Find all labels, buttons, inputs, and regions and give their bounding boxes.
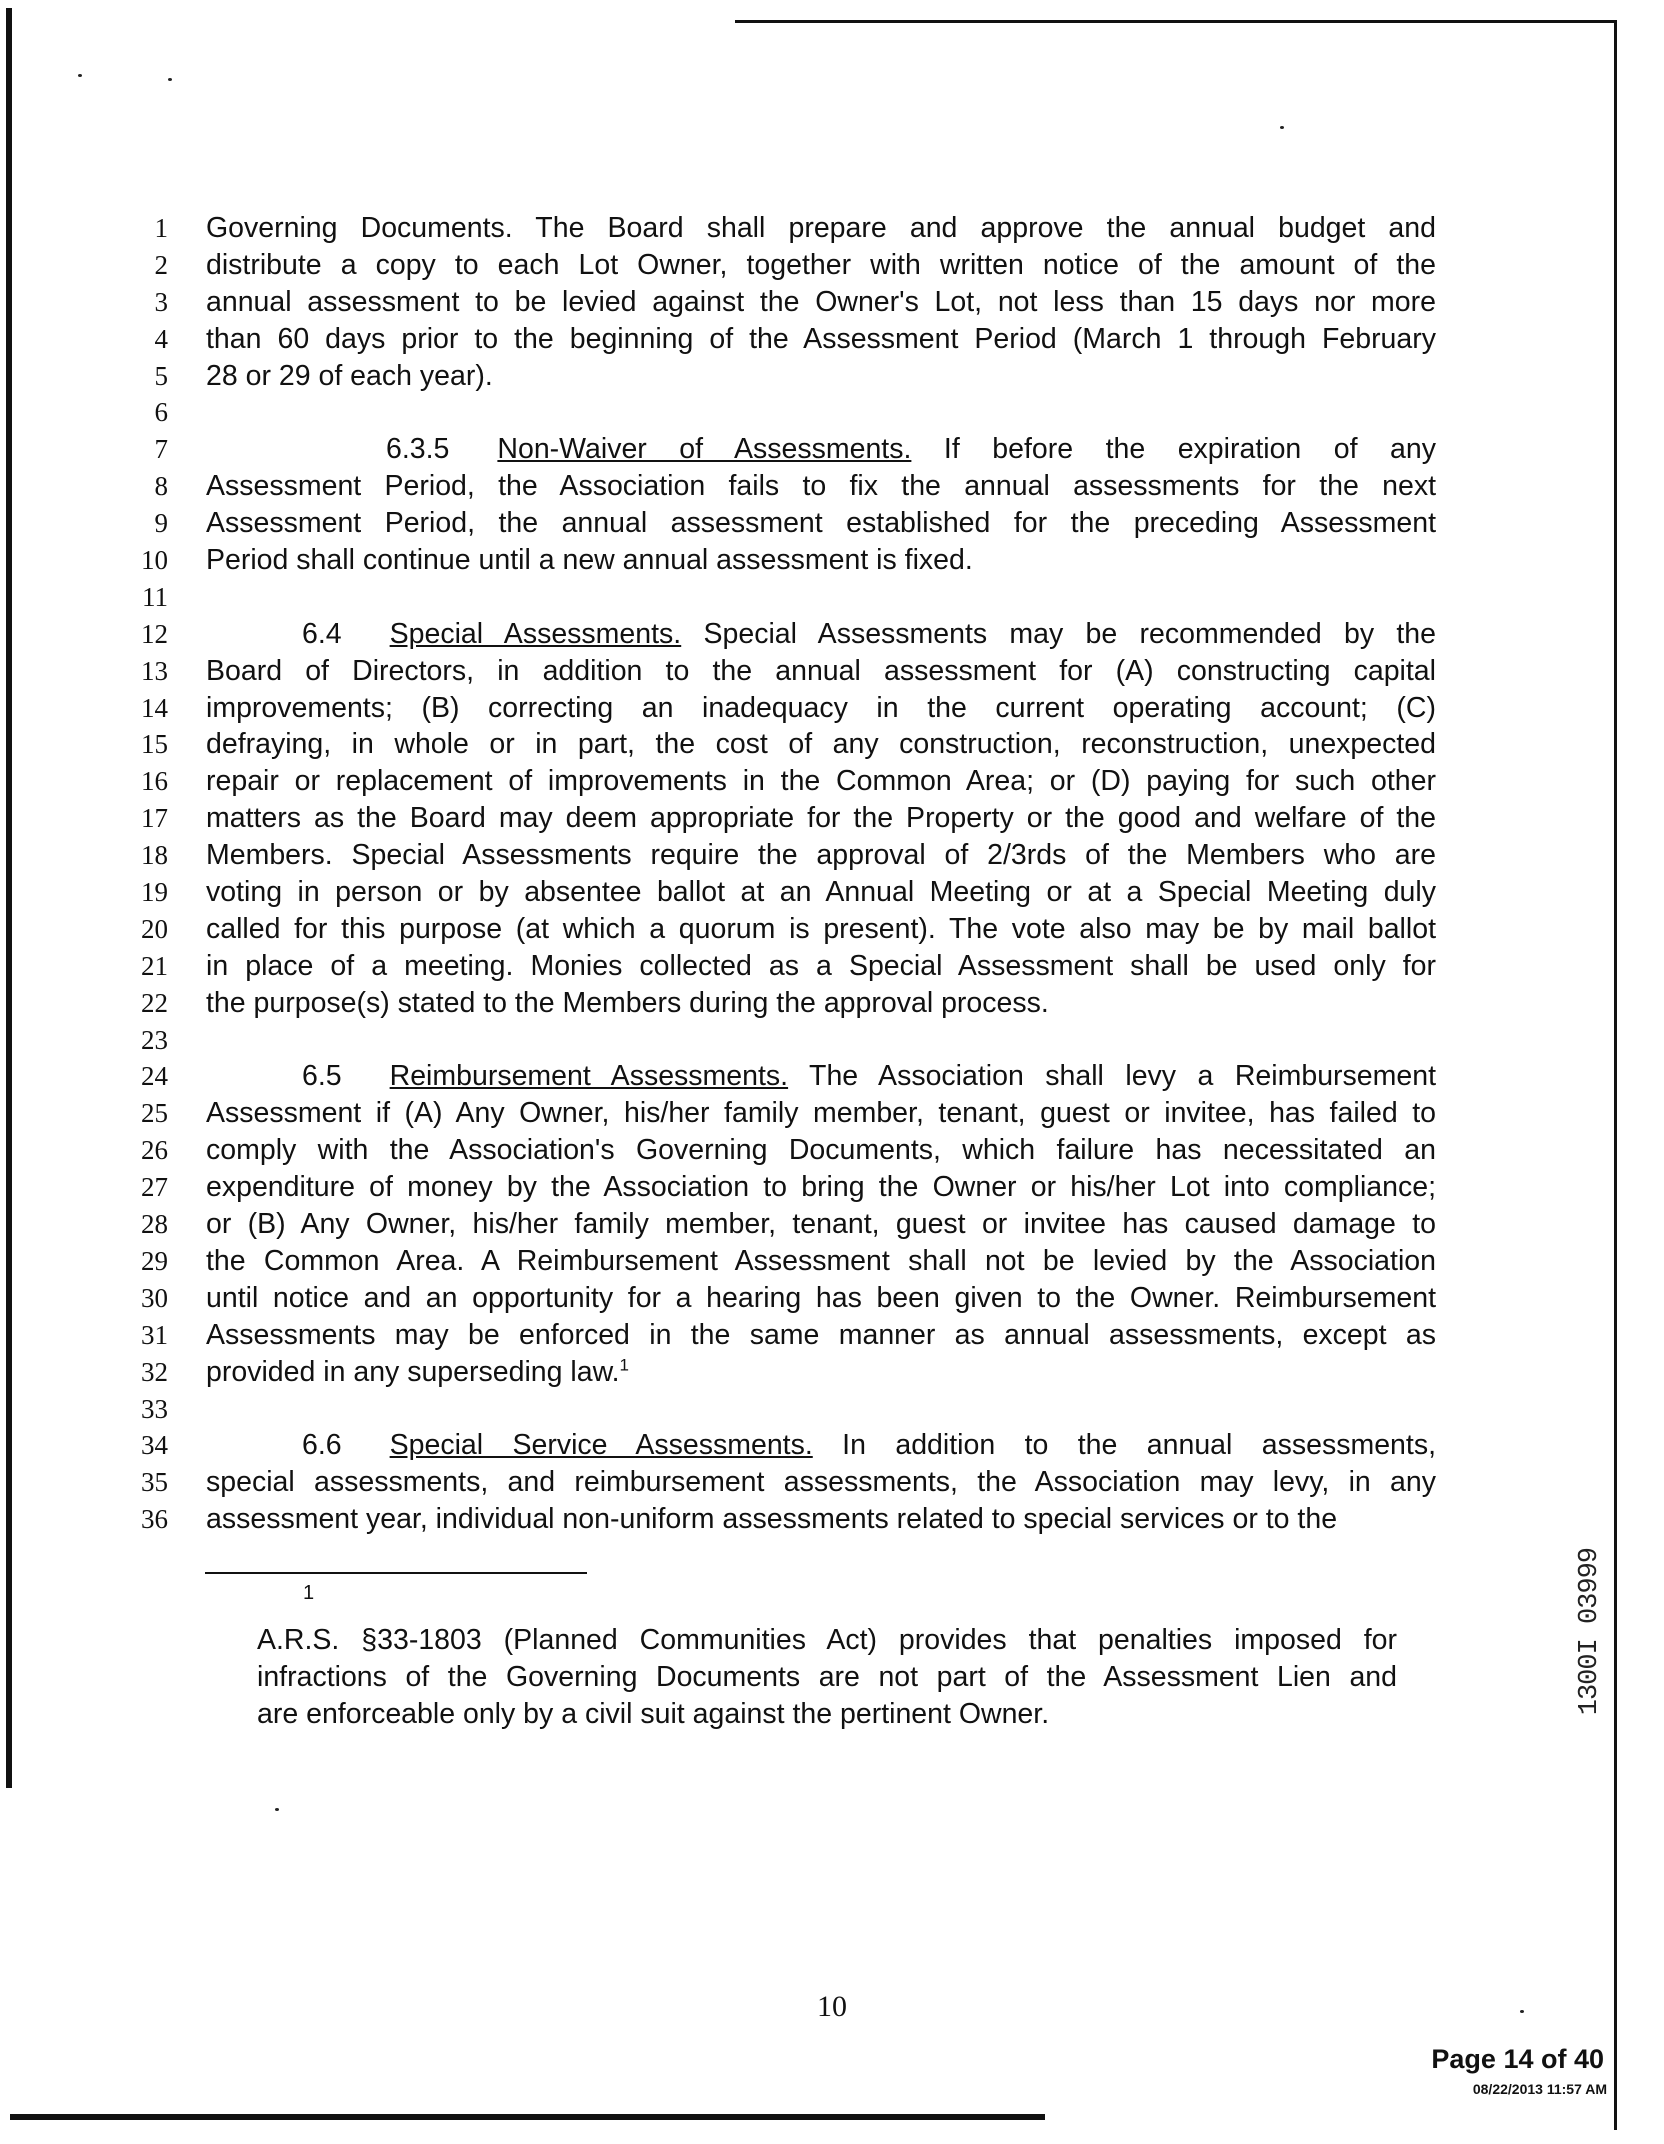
line-body: provided in any superseding law.: [206, 1355, 620, 1388]
document-line: [120, 985, 1440, 1022]
line-text: [206, 1206, 1436, 1243]
line-body: special assessments, and reimbursement assessments, the Association may levy, in any: [206, 1466, 1436, 1499]
line-number: 7: [154, 434, 168, 465]
document-line: [120, 1169, 1440, 1206]
line-text: [206, 321, 1436, 358]
document-line: [120, 1501, 1440, 1538]
line-text: [206, 1132, 1436, 1169]
line-number: 3: [154, 286, 168, 317]
line-text: [206, 1280, 1436, 1317]
document-line: [120, 210, 1440, 247]
line-text: [206, 1058, 1436, 1095]
line-body: than 60 days prior to the beginning of the Assessment Period (March 1 through February: [206, 322, 1436, 355]
line-text: [206, 1464, 1436, 1501]
page-number: 10: [817, 1990, 847, 2023]
line-body: Assessment if (A) Any Owner, his/her family member, tenant, guest or invitee, has failed to: [206, 1097, 1436, 1130]
line-number: 19: [141, 877, 168, 908]
line-body: expenditure of money by the Association to bring the Owner or his/her Lot into compliance;: [206, 1171, 1436, 1204]
line-text: [206, 468, 1436, 505]
line-number: 31: [141, 1319, 168, 1350]
document-line: [120, 911, 1440, 948]
line-number: 35: [141, 1467, 168, 1498]
line-body: or (B) Any Owner, his/her family member, tenant, guest or invitee has caused damage to: [206, 1208, 1436, 1241]
line-number: 24: [141, 1061, 168, 1092]
document-line: [120, 726, 1440, 763]
line-body: defraying, in whole or in part, the cost of any construction, reconstruction, unexpected: [206, 728, 1436, 761]
line-body: Assessment Period, the annual assessment established for the preceding Assessment: [206, 507, 1436, 540]
line-body: voting in person or by absentee ballot at an Annual Meeting or at a Special Meeting duly: [206, 876, 1436, 909]
line-body: The Association shall levy a Reimbursement: [809, 1060, 1436, 1093]
line-number: 32: [141, 1356, 168, 1387]
document-line: [120, 1391, 1440, 1428]
footnote-marker: 1: [303, 1582, 315, 1604]
section-number: 6.3.5: [386, 433, 450, 466]
line-number: 1: [154, 213, 168, 243]
line-text: [206, 247, 1436, 284]
numbered-body-text: [120, 210, 1440, 1538]
line-body: improvements; (B) correcting an inadequacy in the current operating account; (C): [206, 691, 1436, 724]
line-number: 34: [141, 1430, 168, 1461]
document-line: [120, 616, 1440, 653]
section-heading: Special Assessments.: [389, 617, 682, 650]
line-number: 12: [141, 618, 168, 649]
line-body: assessment year, individual non-uniform assessments related to special services or to the: [206, 1503, 1338, 1536]
document-line: [120, 1354, 1440, 1391]
footnote-rule: [205, 1572, 587, 1574]
line-body: distribute a copy to each Lot Owner, together with written notice of the amount of the: [206, 248, 1436, 281]
line-body: called for this purpose (at which a quorum is present). The vote also may be by mail ballot: [206, 912, 1436, 945]
recording-timestamp: 08/22/2013 11:57 AM: [1472, 2081, 1607, 2097]
line-number: 11: [142, 581, 168, 612]
document-line: [120, 358, 1440, 395]
footnote-line: A.R.S. §33-1803 (Planned Communities Act) provides that penalties imposed for: [257, 1624, 1397, 1656]
line-text: [206, 763, 1436, 800]
line-text: [206, 616, 1436, 653]
document-line: [120, 394, 1440, 431]
line-text: [206, 505, 1436, 542]
document-line: [120, 1206, 1440, 1243]
document-line: [120, 247, 1440, 284]
line-text: [206, 542, 1436, 579]
side-document-code: 1300I 03999: [1575, 1548, 1605, 1716]
line-body: In addition to the annual assessments,: [842, 1429, 1436, 1462]
line-body: annual assessment to be levied against the Owner's Lot, not less than 15 days nor more: [206, 285, 1436, 318]
section-number: 6.5: [302, 1060, 342, 1093]
document-line: [120, 579, 1440, 616]
line-body: the Common Area. A Reimbursement Assessment shall not be levied by the Association: [206, 1244, 1436, 1277]
document-line: [120, 1132, 1440, 1169]
line-text: [206, 653, 1436, 690]
section-heading: Special Service Assessments.: [389, 1429, 813, 1462]
line-text: [206, 1317, 1436, 1354]
scan-border-bottom: [10, 2114, 1045, 2120]
line-text: [206, 690, 1436, 727]
scan-speck: [78, 74, 82, 77]
document-line: [120, 800, 1440, 837]
line-text: [206, 874, 1436, 911]
line-body: Board of Directors, in addition to the annual assessment for (A) constructing capital: [206, 654, 1436, 687]
line-number: 14: [141, 692, 168, 723]
line-body: Special Assessments may be recommended by the: [703, 617, 1436, 650]
line-number: 21: [141, 950, 168, 981]
document-line: [120, 948, 1440, 985]
line-number: 10: [141, 545, 168, 576]
line-number: 25: [141, 1098, 168, 1129]
line-text: [206, 1243, 1436, 1280]
line-number: 30: [141, 1282, 168, 1313]
line-number: 20: [141, 913, 168, 944]
document-line: [120, 1095, 1440, 1132]
footnote-text: [257, 1622, 1397, 1733]
line-text: [206, 1354, 1436, 1391]
footnote-reference: 1: [619, 1355, 629, 1375]
line-body: repair or replacement of improvements in the Common Area; or (D) paying for such other: [206, 765, 1436, 798]
document-line: [120, 505, 1440, 542]
section-heading: Reimbursement Assessments.: [389, 1060, 789, 1093]
line-body: Members. Special Assessments require the approval of 2/3rds of the Members who are: [206, 839, 1436, 872]
document-line: [120, 690, 1440, 727]
document-line: [120, 763, 1440, 800]
line-number: 36: [141, 1504, 168, 1535]
line-text: [206, 726, 1436, 763]
scan-border-right: [1614, 20, 1617, 2130]
document-line: [120, 1427, 1440, 1464]
scan-border-left: [6, 8, 12, 1788]
line-text: [206, 1427, 1436, 1464]
line-body: the purpose(s) stated to the Members during the approval process.: [206, 986, 1049, 1019]
document-line: [120, 284, 1440, 321]
document-line: [120, 431, 1440, 468]
line-text: [206, 1095, 1436, 1132]
line-number: 22: [141, 987, 168, 1018]
line-body: comply with the Association's Governing Documents, which failure has necessitated an: [206, 1134, 1436, 1167]
line-number: 9: [154, 508, 168, 539]
line-text: [206, 210, 1436, 247]
document-line: [120, 837, 1440, 874]
line-number: 8: [154, 471, 168, 502]
document-line: [120, 321, 1440, 358]
document-line: [120, 542, 1440, 579]
line-text: [206, 911, 1436, 948]
scan-speck: [1280, 126, 1284, 129]
line-number: 23: [141, 1024, 168, 1055]
line-number: 27: [141, 1172, 168, 1203]
scan-border-top: [735, 20, 1615, 23]
scan-speck: [168, 78, 172, 81]
section-number: 6.4: [302, 617, 342, 650]
document-line: [120, 1280, 1440, 1317]
line-text: [206, 837, 1436, 874]
line-number: 6: [154, 397, 168, 428]
section-number: 6.6: [302, 1429, 342, 1462]
line-number: 33: [141, 1393, 168, 1424]
line-number: 13: [141, 655, 168, 686]
footnote-line: infractions of the Governing Documents are not part of the Assessment Lien and: [257, 1661, 1397, 1693]
line-number: 17: [141, 803, 168, 834]
document-line: [120, 1022, 1440, 1059]
document-line: [120, 1317, 1440, 1354]
line-body: Governing Documents. The Board shall prepare and approve the annual budget and: [206, 212, 1436, 244]
document-line: [120, 1243, 1440, 1280]
line-text: [206, 284, 1436, 321]
line-number: 15: [141, 729, 168, 760]
line-text: [206, 985, 1436, 1022]
line-body: If before the expiration of any: [943, 433, 1437, 466]
line-text: [206, 948, 1436, 985]
footnote-line: are enforceable only by a civil suit against the pertinent Owner.: [257, 1698, 1050, 1730]
line-number: 26: [141, 1135, 168, 1166]
line-number: 4: [154, 323, 168, 354]
line-text: [206, 800, 1436, 837]
line-number: 18: [141, 840, 168, 871]
document-line: [120, 468, 1440, 505]
document-line: [120, 1464, 1440, 1501]
line-number: 2: [154, 249, 168, 280]
line-text: [206, 431, 1436, 468]
line-number: 29: [141, 1245, 168, 1276]
line-body: matters as the Board may deem appropriate for the Property or the good and welfare of the: [206, 802, 1436, 835]
line-text: [206, 358, 1436, 395]
line-body: in place of a meeting. Monies collected as a Special Assessment shall be used only for: [206, 949, 1436, 982]
line-body: Period shall continue until a new annual assessment is fixed.: [206, 544, 973, 577]
document-line: [120, 874, 1440, 911]
line-number: 16: [141, 766, 168, 797]
line-number: 5: [154, 360, 168, 391]
document-line: [120, 653, 1440, 690]
document-line: [120, 1058, 1440, 1095]
section-heading: Non-Waiver of Assessments.: [497, 433, 912, 466]
line-body: Assessment Period, the Association fails to fix the annual assessments for the next: [206, 470, 1436, 503]
line-body: until notice and an opportunity for a hearing has been given to the Owner. Reimbursement: [206, 1281, 1436, 1314]
line-body: Assessments may be enforced in the same manner as annual assessments, except as: [206, 1318, 1436, 1351]
page-counter: Page 14 of 40: [1431, 2044, 1604, 2074]
line-text: [206, 1169, 1436, 1206]
scan-speck: [275, 1808, 279, 1811]
line-text: [206, 1501, 1436, 1538]
line-body: 28 or 29 of each year).: [206, 359, 493, 392]
line-number: 28: [141, 1209, 168, 1240]
